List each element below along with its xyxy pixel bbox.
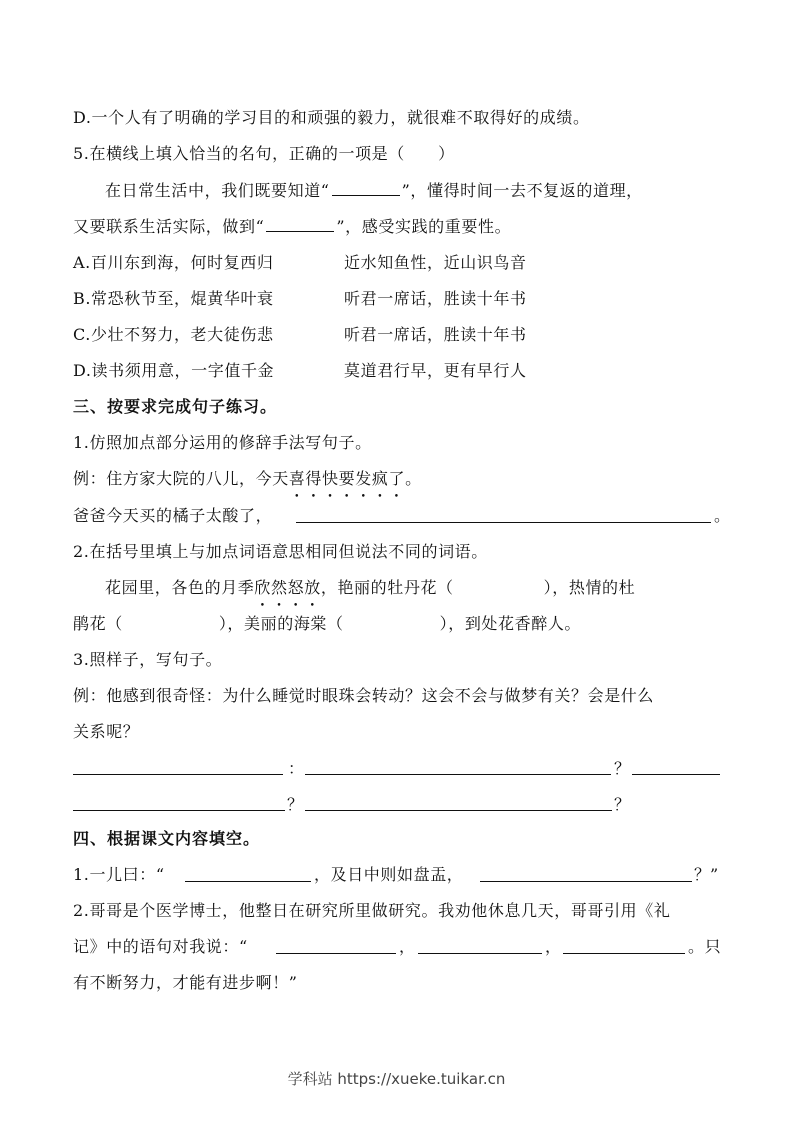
s4-q2-blank-2[interactable] — [418, 953, 542, 954]
s3-q3-blank-4[interactable] — [73, 810, 285, 811]
s4-q1-blank-1[interactable] — [185, 881, 311, 882]
question-mark: ？ — [614, 759, 631, 778]
para-text: ），热情的杜 — [543, 578, 636, 597]
section-4-title: 四、根据课文内容填空。 — [73, 829, 261, 848]
s3-q2: 2.在括号里填上与加点词语意思相同但说法不同的词语。 — [73, 542, 488, 561]
option-a-right: 近水知鱼性，近山识鸟音 — [344, 253, 527, 272]
q5-para1-start: 在日常生活中，我们既要知道“ — [105, 181, 330, 200]
period: 。 — [714, 506, 731, 525]
s4-q2-blank-3[interactable] — [563, 953, 685, 954]
dotted-char: 怒 — [287, 578, 305, 597]
dotted-char: 要 — [338, 469, 356, 488]
q5-stem: 5.在横线上填入恰当的名句，正确的一项是（ ） — [73, 144, 455, 163]
section-3-title: 三、按要求完成句子练习。 — [73, 397, 278, 416]
s3-q3-blank-1[interactable] — [73, 774, 283, 775]
comma: ， — [545, 937, 562, 956]
dotted-char: 疯 — [371, 469, 389, 488]
q5-paragraph-line1 — [73, 177, 723, 203]
q1-end: ？” — [694, 865, 719, 884]
dotted-char: 放 — [304, 578, 321, 597]
q5-option-d — [73, 358, 723, 384]
s3-q3-example-line1: 例：他感到很奇怪：为什么睡觉时眼珠会转动？这会不会与做梦有关？会是什么 — [73, 686, 655, 705]
s3-q2-para-line2 — [73, 611, 723, 637]
q5-para2-start: 又要联系生活实际，做到“ — [73, 217, 265, 236]
q5-option-c — [73, 322, 723, 348]
dotted-char: 得 — [305, 469, 323, 488]
s3-q3-example-line2: 关系呢？ — [73, 722, 140, 741]
option-b-left: B.常恐秋节至，焜黄华叶衰 — [73, 289, 274, 308]
q5-option-a — [73, 250, 723, 276]
option-d-left: D.读书须用意，一字值千金 — [73, 361, 275, 380]
s3-q3-blank-5[interactable] — [305, 810, 612, 811]
s3-q1: 1.仿照加点部分运用的修辞手法写句子。 — [73, 433, 372, 452]
s3-q1-answer-line — [73, 503, 723, 529]
s4-q2-line2 — [73, 934, 723, 960]
s4-q2-line1: 2.哥哥是个医学博士，他整日在研究所里做研究。我劝他休息几天，哥哥引用《礼 — [73, 901, 671, 920]
q5-blank-2 — [266, 213, 334, 232]
example-text: 例：住方家大院的八儿，今天 — [73, 469, 289, 488]
s4-q2-blank-1[interactable] — [276, 953, 396, 954]
q5-para1-end: ”，懂得时间一去不复返的道理， — [401, 181, 643, 200]
para-text: ，艳丽的牡丹花（ — [320, 578, 454, 597]
dotted-char: 然 — [271, 578, 288, 597]
option-c-right: 听君一席话，胜读十年书 — [344, 325, 527, 344]
option-b-right: 听君一席话，胜读十年书 — [344, 289, 527, 308]
example-end: 。 — [405, 469, 422, 488]
dotted-char: 发 — [355, 469, 372, 488]
s4-q2-line3: 有不断努力，才能有进步啊！” — [73, 973, 298, 992]
s3-q1-example — [73, 466, 723, 492]
q5-paragraph-line2 — [73, 213, 723, 239]
para-text: ），美丽的海棠（ — [218, 614, 344, 633]
dotted-char: 欣 — [254, 578, 272, 597]
q5-para2-end: ”，感受实践的重要性。 — [336, 217, 512, 236]
dotted-char: 了 — [388, 469, 406, 488]
q1-text: 1.一儿曰：“ — [73, 865, 165, 884]
s3-q3-blank-2[interactable] — [305, 774, 611, 775]
q4-option-d: D.一个人有了明确的学习目的和顽强的毅力，就很难不取得好的成绩。 — [73, 108, 590, 127]
para-text: ），到处花香醉人。 — [439, 614, 582, 633]
dotted-char: 喜 — [288, 469, 306, 488]
footer-watermark: 学科站 https://xueke.tuikar.cn — [287, 1070, 506, 1088]
s3-q1-answer-blank[interactable] — [296, 522, 711, 523]
question-mark: ？ — [614, 795, 631, 814]
q2-text: 记》中的语句对我说：“ — [73, 937, 248, 956]
option-c-left: C.少壮不努力，老大徒伤悲 — [73, 325, 274, 344]
q1-middle: ，及日中则如盘盂， — [314, 865, 464, 884]
s4-q1-blank-2[interactable] — [480, 881, 692, 882]
option-a-left: A.百川东到海，何时复西归 — [73, 253, 274, 272]
dotted-char: 快 — [322, 469, 339, 488]
q2-end: 。只 — [688, 937, 722, 956]
s3-q3: 3.照样子，写句子。 — [73, 650, 223, 669]
option-d-right: 莫道君行早，更有早行人 — [344, 361, 527, 380]
s3-q2-para-line1 — [73, 575, 723, 601]
para-text: 鹃花（ — [73, 614, 123, 633]
question-mark: ？ — [287, 795, 304, 814]
comma: ， — [399, 937, 416, 956]
answer-prompt: 爸爸今天买的橘子太酸了， — [73, 506, 273, 525]
q5-option-b — [73, 286, 723, 312]
s3-q3-blank-3[interactable] — [632, 774, 720, 775]
colon: ： — [288, 759, 305, 778]
q5-blank-1 — [332, 177, 400, 196]
para-text: 花园里，各色的月季 — [105, 578, 255, 597]
